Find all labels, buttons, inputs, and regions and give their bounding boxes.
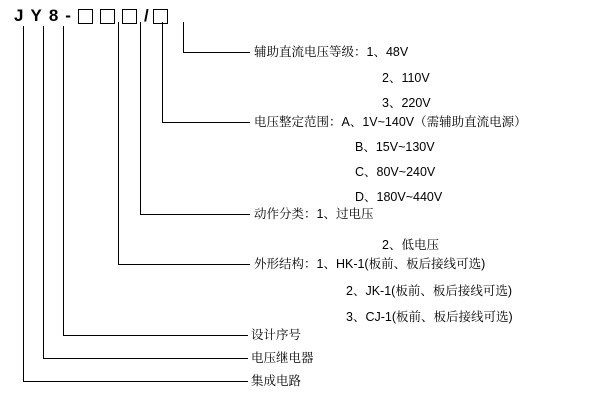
label-aux-dc-title: 辅助直流电压等级：1、48V [254,45,409,59]
leader-hline-action-type [140,214,250,215]
label-structure-item-2: 2、JK-1(板前、板后接线可选) [346,284,512,298]
code-char-j: J [14,6,24,25]
leader-hline-relay [43,358,248,359]
label-voltage-range-item-b: B、15V~130V [355,140,435,154]
code-dash: - [65,6,71,25]
label-structure-item-3: 3、CJ-1(板前、板后接线可选) [346,310,513,324]
label-integrated-circuit: 集成电路 [251,374,302,388]
label-voltage-range-title: 电压整定范围：A、1V~140V（需辅助直流电源） [254,115,527,129]
label-aux-dc-item-2: 2、110V [382,71,430,85]
leader-vline-ic [23,26,24,381]
label-voltage-range-item-d: D、180V~440V [355,190,443,204]
leader-vline-voltage-range [162,22,163,122]
label-action-type-title: 动作分类：1、过电压 [254,207,374,221]
code-box-4 [153,9,168,24]
code-char-8: 8 [48,6,59,25]
code-slash: / [143,6,149,25]
label-voltage-range-item-c: C、80V~240V [355,165,436,179]
code-box-3 [122,9,137,24]
leader-vline-action-type [140,22,141,214]
code-char-y: Y [30,6,42,25]
leader-hline-aux-dc [183,52,250,53]
leader-hline-ic [23,381,248,382]
leader-vline-structure [118,22,119,264]
model-code [14,4,175,28]
code-box-1 [78,9,93,24]
label-structure-title: 外形结构：1、HK-1(板前、板后接线可选) [254,257,486,271]
leader-vline-design-no [63,26,64,335]
leader-vline-relay [43,26,44,358]
label-voltage-relay: 电压继电器 [251,351,314,365]
label-action-type-item-2: 2、低电压 [382,238,439,252]
code-box-2 [100,9,115,24]
leader-hline-voltage-range [162,122,250,123]
leader-hline-structure [118,264,250,265]
leader-hline-design-no [63,335,248,336]
label-design-serial: 设计序号 [251,328,302,342]
label-aux-dc-item-3: 3、220V [382,96,431,110]
leader-vline-aux-dc [183,22,184,52]
